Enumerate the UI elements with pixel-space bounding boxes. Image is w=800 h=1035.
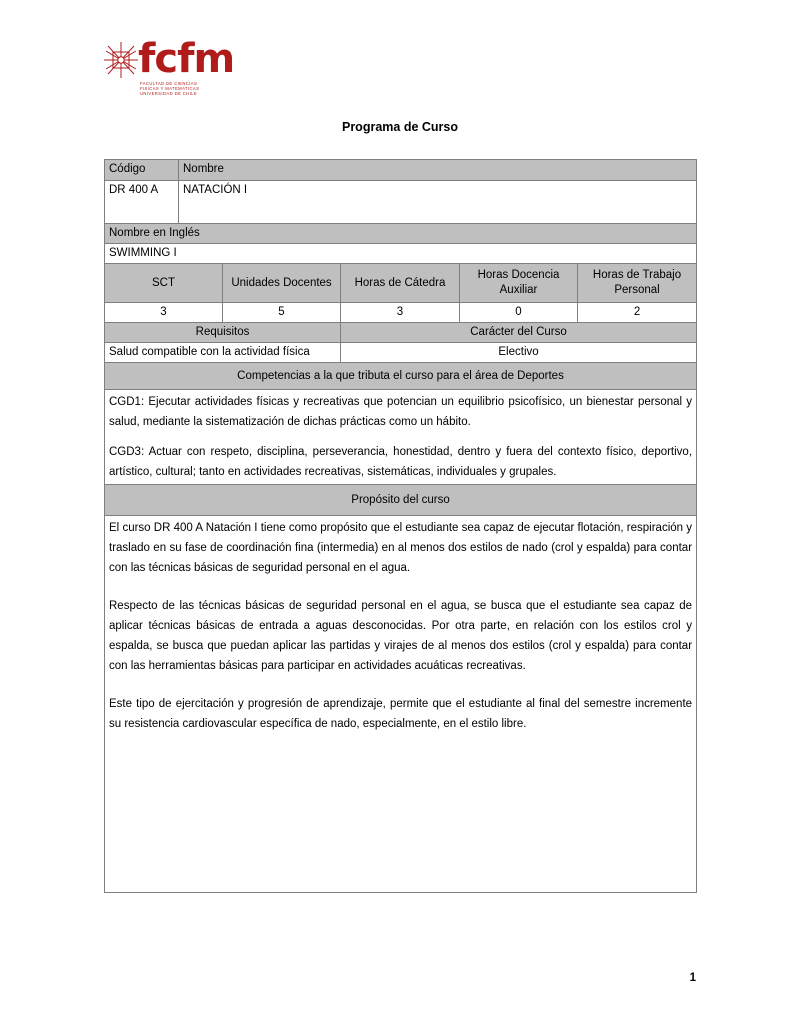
course-name-cell: NATACIÓN I bbox=[179, 181, 697, 224]
purpose-body-cell bbox=[105, 516, 697, 893]
requisites-value-cell: Salud compatible con la actividad física bbox=[105, 343, 341, 363]
sct-value-cell: 3 bbox=[105, 303, 223, 323]
horas-catedra-value-cell: 3 bbox=[341, 303, 460, 323]
name-header-cell: Nombre bbox=[179, 160, 697, 181]
course-program-table bbox=[104, 159, 697, 893]
table-row-purpose-header bbox=[105, 485, 697, 516]
table-row-english-header bbox=[105, 224, 697, 244]
table-row-competences-header bbox=[105, 363, 697, 390]
institution-logo bbox=[104, 36, 264, 102]
english-name-cell: SWIMMING I bbox=[105, 244, 697, 264]
unidades-docentes-header-cell: Unidades Docentes bbox=[223, 264, 341, 303]
table-row-requisites-values bbox=[105, 343, 697, 363]
unidades-docentes-value-cell: 5 bbox=[223, 303, 341, 323]
horas-docencia-auxiliar-value-cell: 0 bbox=[460, 303, 578, 323]
requisites-header-cell: Requisitos bbox=[105, 323, 341, 343]
logo-subtitle-line-3: UNIVERSIDAD DE CHILE bbox=[140, 91, 198, 96]
horas-docencia-auxiliar-header-cell: Horas Docencia Auxiliar bbox=[460, 264, 578, 303]
page-number: 1 bbox=[689, 972, 696, 984]
table-row-credit-values bbox=[105, 303, 697, 323]
purpose-paragraph-2: Respecto de las técnicas básicas de seguridad personal en el agua, se busca que el estudiante sea capaz de aplicar técnicas básicas de entrada a aguas desconocidas. Por otra parte, en relación con los estilos crol y espalda, se busca que puedan aplicar las partidas y virajes de al menos dos estilos (crol y espalda) para contar con las herramientas básicas para participar en actividades acuáticas recreativas. bbox=[109, 600, 693, 672]
competences-body-cell bbox=[105, 390, 697, 485]
logo-wordmark: fcfm bbox=[138, 36, 235, 82]
course-code-cell: DR 400 A bbox=[105, 181, 179, 224]
table-row-requisites-header bbox=[105, 323, 697, 343]
competences-header-cell: Competencias a la que tributa el curso para el área de Deportes bbox=[105, 363, 697, 390]
english-name-header-cell: Nombre en Inglés bbox=[105, 224, 697, 244]
table-row-purpose-body bbox=[105, 516, 697, 893]
purpose-header-cell: Propósito del curso bbox=[105, 485, 697, 516]
horas-catedra-header-cell: Horas de Cátedra bbox=[341, 264, 460, 303]
competence-item-cgd3: CGD3: Actuar con respeto, disciplina, perseverancia, honestidad, dentro y fuera del contexto físico, deportivo, artístico, cultural; tanto en actividades recreativas, sistemáticas, individuales y grupales. bbox=[109, 446, 693, 478]
horas-trabajo-personal-header-cell: Horas de Trabajo Personal bbox=[578, 264, 697, 303]
character-header-cell: Carácter del Curso bbox=[341, 323, 697, 343]
table-row-competences-body bbox=[105, 390, 697, 485]
table-row-credit-headers bbox=[105, 264, 697, 303]
code-header-cell: Código bbox=[105, 160, 179, 181]
page-title: Programa de Curso bbox=[341, 120, 458, 134]
table-row-code-name-header bbox=[105, 160, 697, 181]
sct-header-cell: SCT bbox=[105, 264, 223, 303]
horas-trabajo-personal-value-cell: 2 bbox=[578, 303, 697, 323]
purpose-paragraph-1: El curso DR 400 A Natación I tiene como propósito que el estudiante sea capaz de ejecutar flotación, respiración y traslado en su fase de coordinación fina (intermedia) en al menos dos estilos de nado (crol y espalda) para contar con las técnicas básicas de seguridad personal en el agua. bbox=[109, 522, 693, 574]
table-row-english-value bbox=[105, 244, 697, 264]
character-value-cell: Electivo bbox=[341, 343, 697, 363]
purpose-paragraph-3: Este tipo de ejercitación y progresión de aprendizaje, permite que el estudiante al final del semestre incremente su resistencia cardiovascular específica de nado, especialmente, en el estilo libre. bbox=[109, 698, 693, 730]
competence-item-cgd1: CGD1: Ejecutar actividades físicas y recreativas que potencian un equilibrio psicofísico, un bienestar personal y salud, mediante la sistematización de dichas prácticas como un hábito. bbox=[109, 396, 693, 428]
star-burst-icon bbox=[104, 42, 138, 78]
table-row-code-name-values bbox=[105, 181, 697, 224]
logo-subtitle-line-2: FISICAS Y MATEMATICAS bbox=[140, 86, 200, 91]
logo-subtitle-line-1: FACULTAD DE CIENCIAS bbox=[140, 81, 198, 86]
